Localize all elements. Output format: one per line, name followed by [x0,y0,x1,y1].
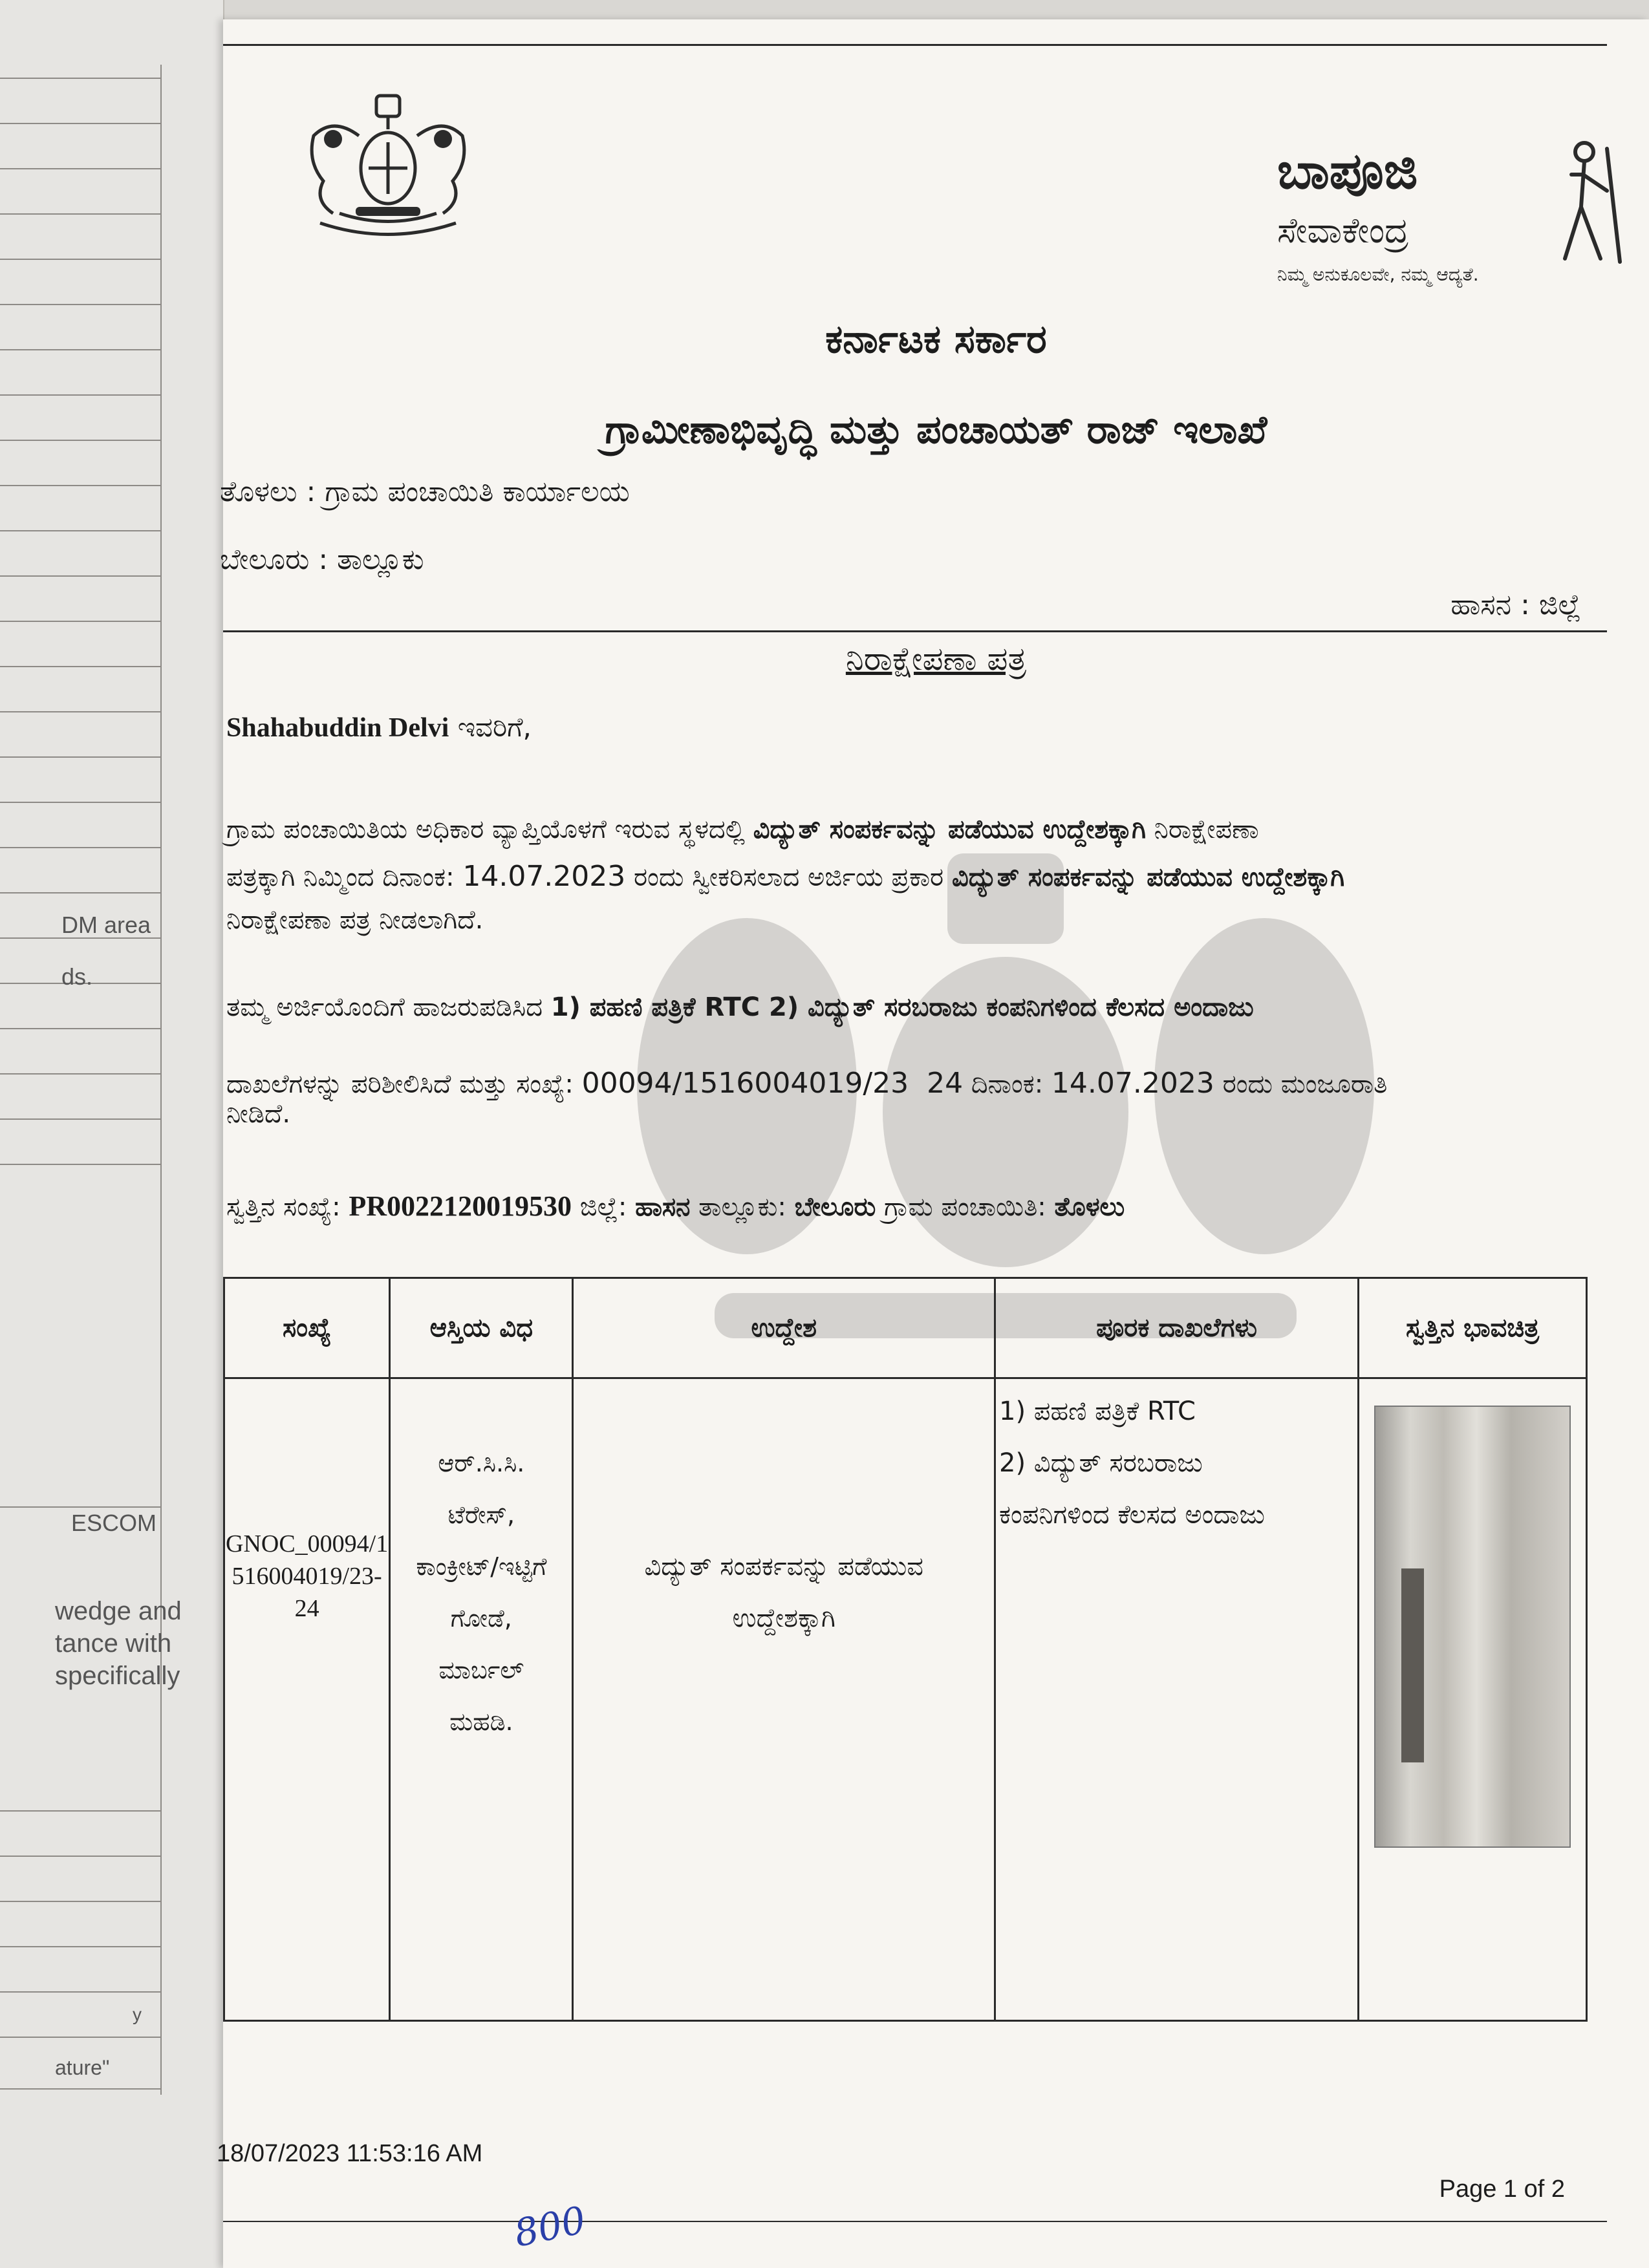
logo-brand: ಬಾಪೂಜಿ [1277,142,1418,200]
header-divider [223,630,1607,632]
karnataka-emblem-icon [294,91,482,246]
logo-sub: ಸೇವಾಕೇಂದ್ರ [1277,210,1409,251]
bottom-border [223,2221,1607,2222]
government-title: ಕರ್ನಾಟಕ ಸರ್ಕಾರ [825,317,1047,362]
logo-tagline: ನಿಮ್ಮ ಅನುಕೂಲವೇ, ನಮ್ಮ ಆದ್ಯತೆ. [1277,264,1479,285]
under-text: tance with [55,1629,172,1658]
office-line: ತೊಳಲು : ಗ್ರಾಮ ಪಂಚಾಯಿತಿ ಕಾರ್ಯಾಲಯ [220,475,630,508]
bapuji-seva-kendra-logo [1277,142,1649,310]
underlying-page [0,0,224,2268]
paragraph-1-line-3: ನಿರಾಕ್ಷೇಪಣಾ ಪತ್ರ ನೀಡಲಾಗಿದೆ. [226,905,484,935]
document-sheet [217,19,1649,2268]
header-photo: ಸ್ವತ್ತಿನ ಭಾವಚಿತ್ರ [1359,1278,1587,1378]
recipient-line: Shahabuddin Delvi ಇವರಿಗೆ, [226,711,532,743]
paragraph-2-line-2: ದಾಖಲೆಗಳನ್ನು ಪರಿಶೀಲಿಸಿದೆ ಮತ್ತು ಸಂಖ್ಯೆ: 00094/1516004019/23 24 ದಿನಾಂಕ: 14.07.2023 ರಂದು ಮಂಜೂರಾತಿ [226,1067,1388,1100]
cell-number: GNOC_00094/1 516004019/23- 24 [224,1378,390,2021]
under-text: ature" [55,2056,110,2079]
property-photo [1374,1406,1571,1848]
cell-purpose: ವಿದ್ಯುತ್ ಸಂಪರ್ಕವನ್ನು ಪಡೆಯುವ ಉದ್ದೇಶಕ್ಕಾಗಿ [573,1378,995,2021]
under-text: ds. [61,963,93,990]
cell-photo [1359,1378,1587,2021]
property-details-line: ಸ್ವತ್ತಿನ ಸಂಖ್ಯೆ: PR0022120019530 ಜಿಲ್ಲೆ: ಹಾಸನ ತಾಲ್ಲೂಕು: ಬೇಲೂರು ಗ್ರಾಮ ಪಂಚಾಯಿತಿ: ತೊಳಲು [226,1190,1125,1222]
print-timestamp: 18/07/2023 11:53:16 AM [217,2140,483,2167]
cell-property-type: ಆರ್.ಸಿ.ಸಿ. ಟೆರೇಸ್, ಕಾಂಕ್ರೀಟ್/ಇಟ್ಟಿಗೆ ಗೋಡೆ, ಮಾರ್ಬಲ್ ಮಹಡಿ. [390,1378,573,2021]
district-line: ಹಾಸನ : ಜಿಲ್ಲೆ [1450,588,1581,621]
header-purpose: ಉದ್ದೇಶ [573,1278,995,1378]
under-text: DM area [61,912,151,938]
header-documents: ಪೂರಕ ದಾಖಲೆಗಳು [995,1278,1359,1378]
top-border [223,44,1607,46]
taluk-line: ಬೇಲೂರು : ತಾಲ್ಲೂಕು [220,543,424,576]
table-header-row [224,1278,1587,1378]
under-text: wedge and [55,1597,182,1625]
under-text: ESCOM [71,1510,157,1536]
under-text: y [133,2004,142,2024]
header-property-type: ಆಸ್ತಿಯ ವಿಧ [390,1278,573,1378]
cell-documents: 1) ಪಹಣಿ ಪತ್ರಿಕೆ RTC 2) ವಿದ್ಯುತ್ ಸರಬರಾಜು ಕಂಪನಿಗಳಿಂದ ಕೆಲಸದ ಅಂದಾಜು [995,1378,1359,2021]
department-title: ಗ್ರಾಮೀಣಾಭಿವೃದ್ಧಿ ಮತ್ತು ಪಂಚಾಯತ್ ರಾಜ್ ಇಲಾಖೆ [605,407,1267,453]
property-table [223,1277,1588,2022]
handwritten-mark [510,2198,618,2263]
table-row [224,1378,1587,2021]
page-number: Page 1 of 2 [1439,2176,1565,2203]
header-number: ಸಂಖ್ಯೆ [224,1278,390,1378]
paragraph-2-line-1: ತಮ್ಮ ಅರ್ಜಿಯೊಂದಿಗೆ ಹಾಜರುಪಡಿಸಿದ 1) ಪಹಣಿ ಪತ್ರಿಕೆ RTC 2) ವಿದ್ಯುತ್ ಸರಬರಾಜು ಕಂಪನಿಗಳಿಂದ ಕೆಲಸದ ಅಂದಾಜು [226,992,1254,1022]
under-text: specifically [55,1662,180,1690]
paragraph-2-line-3: ನೀಡಿದೆ. [226,1099,291,1129]
paragraph-1-line-1: ಗ್ರಾಮ ಪಂಚಾಯಿತಿಯ ಅಧಿಕಾರ ವ್ಯಾಪ್ತಿಯೊಳಗೆ ಇರುವ ಸ್ಥಳದಲ್ಲಿ ವಿದ್ಯುತ್ ಸಂಪರ್ಕವನ್ನು ಪಡೆಯುವ ಉದ್ದೇಶಕ್ಕಾಗಿ ನಿರಾಕ್ಷೇಪಣಾ [226,815,1259,844]
paragraph-1-line-2: ಪತ್ರಕ್ಕಾಗಿ ನಿಮ್ಮಿಂದ ದಿನಾಂಕ: 14.07.2023 ರಂದು ಸ್ವೀಕರಿಸಲಾದ ಅರ್ಜಿಯ ಪ್ರಕಾರ ವಿದ್ಯುತ್ ಸಂಪರ್ಕವನ್ನು ಪಡೆಯುವ ಉದ್ದೇಶಕ್ಕಾಗಿ [226,860,1345,893]
letter-subject: ನಿರಾಕ್ಷೇಪಣಾ ಪತ್ರ [845,640,1027,678]
recipient-name: Shahabuddin Delvi [226,713,449,743]
handwritten-number: 800 [510,2198,590,2256]
gandhi-walking-icon [1546,136,1643,265]
